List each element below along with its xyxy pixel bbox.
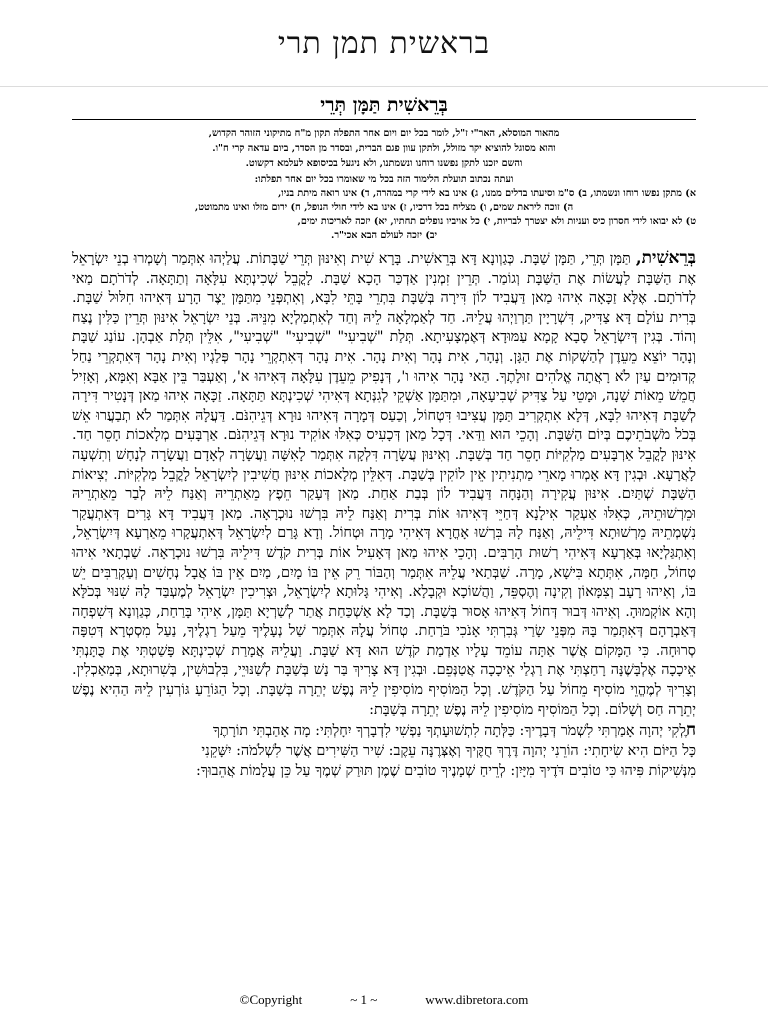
benefits-line: ט) לא יבואו לידי חסרון כיס ועניות ולא יצטרך לבריות, י) כל אויביו נופלים תחתיו, יא) יזכה לאריכות ימים, — [297, 216, 696, 227]
benefits-line: ה) זוכה ליראת שמים, ו) מצליח בכל דרכיו, ז) אינו בא לידי חולי הנופל, ח) ירום מזלו ואינו מתמוטט, — [194, 202, 574, 213]
document-title: בְּרֵאשִׁית תַּמָּן תְּרֵי — [72, 94, 696, 120]
document-content — [72, 94, 696, 781]
prayer-line — [72, 720, 696, 741]
prayer-lead-letter: ח — [685, 720, 696, 741]
intro-block — [72, 126, 696, 171]
main-body-text — [72, 249, 696, 720]
prayer-block — [72, 720, 696, 781]
prayer-line-text: ֶלְקִי יְהוָה אָמַרְתִּי לִשְׁמֹר דְּבָרֶיךָ: כַּלְּתָה לִתְשׁוּעָתְךָ נַפְשִׁי לִדְבָרְךָ יִחָלְתִּי: מָה אָהַבְתִּי תוֹרָתֶךָ — [212, 723, 686, 740]
benefits-line: יב) יזכה לעולם הבא אכי"ר. — [331, 230, 437, 241]
prayer-line-text: כָּל הַיּוֹם הִיא שִׂיחָתִי: הוֹרֵנִי יְהוָה דֶּרֶךְ חֻקֶּיךָ וְאֶצְּרֶנָּה עֵקֶב: שִׁיר הַשִּׁירִים אֲשֶׁר לִשְׁלֹמֹה: יִשָּׁקֵנִי — [201, 743, 696, 760]
prayer-line-text: מִנְּשִׁיקוֹת פִּיהוּ כִּי טוֹבִים דֹּדֶיךָ מִיָּיִן: לְרֵיחַ שְׁמָנֶיךָ טוֹבִים שֶׁמֶן תּוּרַק שְׁמֶךָ עַל כֵּן עֲלָמוֹת אֲהֵבוּךָ: — [195, 763, 696, 780]
intro-line: והשם יזכנו לתקן נפשנו רוחנו ונשמתנו, ולא ניגעל בכיסופא לעלמא דקשוט. — [245, 158, 523, 169]
copyright-text: ©Copyright — [239, 992, 303, 1007]
website-link[interactable]: www.dibretora.com — [425, 992, 529, 1007]
body-paragraph: תַּמָּן תְּרֵי, תַּמָּן שַׁבָּת. כְּגַוְונָא דָּא בְּרֵאשִׁית. בָּרָא שִׁית וְאִינּוּן תְּרֵי שַׁבָּתוֹת. עֲלַיְהוּ אִתְּמַר וְשָׁמְרוּ בְנֵי יִשְׂרָאֵל אֶת הַשַּׁבָּת לַעֲשׂוֹת אֶת הַשַּׁבָּת וְגוֹמַר. תְּרֵין זִמְנִין אַדְכַּר הָכָא שַׁבָּת. לָקֳבֵל שְׁכִינְתָּא עִלָּאָה וְתַתָּאָה. לְדֹרֹתָם מַאי לְדֹרֹתָם. אֶלָּא זַכָּאָה אִיהוּ מַאן דַּעֲבִיד לוֹן דִּירָה בְּשַׁבָּת בִּתְרֵי בָּתֵּי לִבָּא, וְאִתְפְּנֵי מִתַּמָּן יֵצֶר הָרָע דְּאִיהוּ חִלּוּל שַׁבָּת. בְּרִית עוֹלָם דָּא צַדִּיק, דִּשְׁרָיָין תַּרְוַיְהוּ עֲלֵיהּ. חַד לְאַמְלָאָה לֵיהּ וְחַד לְאִתְמַלְיָא מִנֵּיהּ. בְּנֵי יִשְׂרָאֵל אִינּוּן תְּרֵין כַּלִּין נֶצַח וְהוֹד. בְּגִין דְּיִשְׂרָאֵל סָבָא קָמָא עַמּוּדָא דְּאֶמְצָעִיתָא. תְּלַת "שְׁבִיעִי" "שְׁבִיעִי" "שְׁבִיעִי", אִלֵּין תְּלַת אַבְהָן. עוֹנַג שַׁבָּת וְנָהָר יוֹצֵא מֵעֵדֶן לְהַשְׁקוֹת אֶת הַגָּן. וְנָהָר, אִית נָהָר וְאִית נָהָר. אִית נָהָר דְּאִתְקְרֵי נָהָר פְּלַגְיו וְאִית נָהָר דְּאִתְקְרֵי נַחַל קְדוּמִים עַיִן לֹא רָאֲתָה אֱלֹהִים זוּלָתֶךָ. הַאי נָהָר אִיהוּ ו', דְּנָפִיק מֵעֵדֶן עִלָּאָה דְּאִיהוּ א', וְאַעְבַּר בֵּין אַבָּא וְאִמָּא, וְאָזִיל חֲמֵשׁ מֵאוֹת שָׁנָה, וּמָטֵי עַל צַדִּיק שְׁבִיעָאָה, וּמִתַּמָּן אַשְׁקֵי לְגִנְּתָא דְּאִיהִי שְׁכִינְתָּא תַּתָּאָה. זַכָּאָה אִיהוּ מַאן דְּנָטִיר דִּירָה לְשַׁבָּת דְּאִיהוּ לִבָּא, דְּלָא אִתְקְרִיב תַּמָּן עֲצִיבוּ דִּטְחוֹל, וְכַעַס דְּמָרָה דְּאִיהוּ נוּרָא דְּגֵיהִנֹּם. דַּעֲלָהּ אִתְּמַר לֹא תְבַעֲרוּ אֵשׁ בְּכֹל מֹשְׁבֹתֵיכֶם בְּיוֹם הַשַּׁבָּת. וְהָכֵי הוּא וַדַּאי. דְּכָל מַאן דְּכָעִיס כְּאִלּוּ אוֹקִיד נוּרָא דְּגֵיהִנֹּם. אַרְבָּעִים מְלָאכוֹת חָסֵר חַד. אִינּוּן לָקֳבֵל אַרְבָּעִים מַלְקִיּוֹת חָסֵר חַד בְּשַׁבָּת. וְאִינּוּן עֲשָׂרָה דִּלְקָה אִתְּמַר לָאִשָּׁה וַעֲשָׂרָה לְאָדָם וַעֲשָׂרָה לְנָחָשׁ וְתִשְׁעָה לָאֲרָעָא. וּבְגִין דָּא אָמְרוּ מָארֵי מַתְנִיתִין אֵין לוֹקִין בְּשַׁבָּת. דְּאִלֵּין מְלָאכוֹת אִינּוּן חֲשִׁיבִין לְיִשְׂרָאֵל לָקֳבֵל מַלְקִיּוֹת. יְצִיאוֹת הַשַּׁבָּת שְׁתַּיִם. אִינּוּן עֲקִירָה וְהַנָּחָה דַּעֲבִיד לוֹן בְּבַת אַחַת. מַאן דְּעָקַר חֵפֶץ מֵאַתְרֵיהּ וְאַנַּח לֵיהּ לְבַר מֵאַתְרֵיהּ וּמֵרְשׁוּתֵיהּ, כְּאִלּוּ אַעְקַר אִילָנָא דְּחַיֵּי דְּאִיהוּ אוֹת בְּרִית וְאַנַּח לֵיהּ בִּרְשׁוּ נוּכְרָאָה. מַאן דַּעֲבִיד דָּא גָּרִים דְּאִתְעֲקַר נִשְׁמְתֵיהּ מֵרְשׁוּתָא דִּילֵיהּ, וְאַנַּח לָהּ בִּרְשׁוּ אָחֳרָא דְּאִיהִי מָרָה וּטְחוֹל. וְדָא גָּרַם לְיִשְׂרָאֵל דְּאִתְעֲקָרוּ מֵאַרְעָא דְּיִשְׂרָאֵל, וְאִתְגַּלְיָאוּ בְּאַרְעָא דְּאִיהִי רְשׁוּת הָרַבִּים. וְהָכֵי אִיהוּ מַאן דְּאָעִיל אוֹת בְּרִית קֹדֶשׁ דִּילֵיהּ בִּרְשׁוּ נוּכְרָאָה. שַׁבְתָאי אִיהוּ טְחוֹל, חַמָּה, אִתְּתָא בִּישָׁא, מָרָה. שַׁבְּתַאי עֲלֵיהּ אִתְּמַר וְהַבּוֹר רֵק אֵין בּוֹ מָיִם, מַיִם אֵין בּוֹ אֲבָל נְחָשִׁים וְעַקְרַבִּים יֵשׁ בּוֹ, וְאִיהוּ רָעָב וְצִמָּאוֹן וְקִינָה וְהֶסְפֵּד, וַהֲשׁוֹכָא וּקְבָלָא. וְאִיהִי גָּלוּתָא לְיִשְׂרָאֵל, וּצְרִיכִין יִשְׂרָאֵל לְמֶעְבַּד לָהּ שִׁנּוּי בְּכֹלָּא וְהָא אוֹקְמוּהָ. וְאִיהוּ דְּבוּר דְּחוֹל דְּאִיהוּ אָסוּר בְּשַׁבָּת. וְכַד לָא אַשְׁכַּחַת אֲתַר לְשַׁרְיָא תַּמָּן, אִיהִי בָּרַחַת, כְּגַוְונָא דְּשִׁפְחָה דְּאַבְרָהָם דְּאִתְּמַר בָּהּ מִפְּנֵי שָׂרַי גְּבִרְתִּי אָנֹכִי בֹּרַחַת. טְחוֹל עֲלָהּ אִתְּמַר שַׁל נְעָלֶיךָ מֵעַל רַגְלֶיךָ, נַעַל מִסְטְרָא דְּטִפָּה סְרוּחָה. כִּי הַמָּקוֹם אֲשֶׁר אַתָּה עוֹמֵד עָלָיו אַדְמַת קֹדֶשׁ הוּא דָּא שַׁבָּת. וַעֲלֵיהּ אֲמָרַת שְׁכִינְתָּא פָּשַׁטְתִּי אֶת כֻּתָּנְתִּי אֵיכָכָה אֶלְבָּשֶׁנָּה רָחַצְתִּי אֶת רַגְלַי אֵיכָכָה אֲטַנְּפֵם. וּבְגִין דָּא צָרִיךְ בַּר נָשׁ בְּשַׁבָּת לְשַׁנּוּיֵי, בִּלְבוּשִׁין, בְּשִׁרוּתָא, בְּמַאַכְלִין. וְצָרִיךְ לְמֶהֱוֵי מוֹסִיף מֵחוֹל עַל הַקֹּדֶשׁ. וְכָל הַמּוֹסִיף מוֹסִיפִין לֵיהּ נֶפֶשׁ יְתֵרָה בְּשַׁבָּת. וְכָל הַגּוֹרֵעַ גּוֹרְעִין לֵיהּ הַהִיא נֶפֶשׁ יְתֵרָה חַס וְשָׁלוֹם. וְכָל הַמּוֹסִיף מוֹסִיפִין לֵיהּ נֶפֶשׁ יְתֵרָה בְּשַׁבָּת: — [72, 251, 696, 718]
prayer-line — [72, 761, 696, 781]
prayer-line — [72, 741, 696, 761]
benefits-line: א) מתקן נפשו רוחו ונשמתו, ב) ס"מ וסיעתו בדלים ממנו, ג) אינו בא לידי קרי במהרה, ד) אינו רואה מיתת בניו, — [277, 188, 696, 199]
page-header — [0, 0, 768, 87]
intro-line: מהאור המוסלא, האר"י ז"ל, לומר בכל יום ויום אחר התפלה תקון מ"ח מתיקוני הזוהר הקדוש, — [208, 128, 560, 139]
benefits-heading: ועתה נכתוב תועלת הלימוד הזה בכל מי שאומרו בכל יום אחר תפלתו: — [254, 174, 514, 185]
body-lead-word: בְּרֵאשִׁית, — [635, 248, 697, 268]
page-footer — [0, 990, 768, 1010]
header-title: בראשית תמן תרי — [277, 25, 491, 61]
intro-line: והוא מסוגל להוציא יקר מזולל, ולתקן עוון פגם הברית, ובסדר מן הסדר, ביום עדאה קרי ח"ו. — [212, 143, 556, 154]
benefits-block — [72, 173, 696, 243]
page-number: ~ 1 ~ — [350, 992, 378, 1007]
